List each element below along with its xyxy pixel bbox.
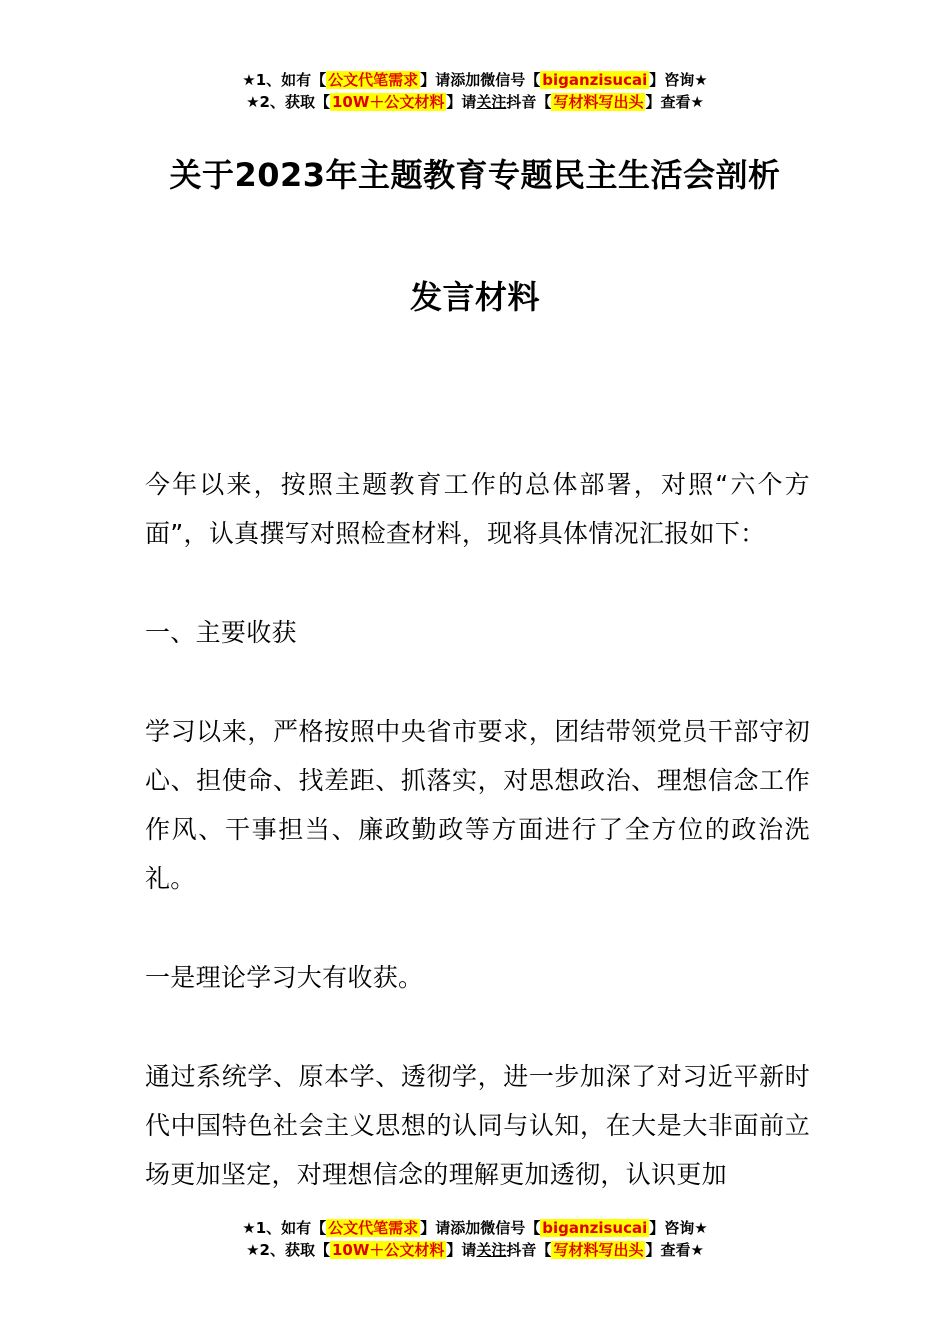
douyin-highlight: 写材料写出头 <box>553 93 644 111</box>
banner-text: 】查看★ <box>645 1241 704 1259</box>
banner-text: ★1、如有【 <box>242 1219 327 1237</box>
wechat-id-highlight: biganzisucai <box>542 71 648 89</box>
banner-text: 】咨询★ <box>649 71 708 89</box>
banner-text: 抖音【 <box>506 93 552 111</box>
banner-highlight: 公文代笔需求 <box>328 71 419 89</box>
header-banner <box>0 69 950 113</box>
section-heading: 一、主要收获 <box>145 618 297 647</box>
banner-text: 】查看★ <box>645 93 704 111</box>
paragraph-intro: 今年以来，按照主题教育工作的总体部署，对照“六个方面”，认真撰写对照检查材料，现将具体情况汇报如下： <box>145 470 810 548</box>
banner-text: 】请添加微信号【 <box>420 71 541 89</box>
banner-highlight: 10W＋公文材料 <box>331 1241 445 1259</box>
banner-text: ★2、获取【 <box>246 93 330 111</box>
banner-line-1 <box>0 1217 950 1239</box>
douyin-highlight: 写材料写出头 <box>553 1241 644 1259</box>
footer-banner <box>0 1217 950 1261</box>
paragraph: 通过系统学、原本学、透彻学，进一步加深了对习近平新时代中国特色社会主义思想的认同与认知，在大是大非面前立场更加坚定，对理想信念的理解更加透彻，认识更加 <box>145 1062 810 1189</box>
document-body <box>145 460 810 1249</box>
banner-text: ★1、如有【 <box>242 71 327 89</box>
banner-line-1 <box>0 69 950 91</box>
banner-line-2 <box>0 91 950 113</box>
document-title-line-1: 关于2023年主题教育专题民主生活会剖析 <box>169 156 781 194</box>
subheading: 一是理论学习大有收获。 <box>145 963 424 992</box>
banner-text: 抖音【 <box>506 1241 552 1259</box>
wechat-id-highlight: biganzisucai <box>542 1219 648 1237</box>
banner-text: ★2、获取【 <box>246 1241 330 1259</box>
banner-highlight: 公文代笔需求 <box>328 1219 419 1237</box>
banner-text: 】请添加微信号【 <box>420 1219 541 1237</box>
document-title-line-2: 发言材料 <box>409 278 540 316</box>
banner-text: 】请 <box>446 1241 477 1259</box>
banner-text: 】请 <box>446 93 477 111</box>
banner-highlight: 10W＋公文材料 <box>331 93 445 111</box>
banner-line-2 <box>0 1239 950 1261</box>
banner-underline: 关注 <box>476 1241 507 1259</box>
banner-underline: 关注 <box>476 93 507 111</box>
banner-text: 】咨询★ <box>649 1219 708 1237</box>
paragraph: 学习以来，严格按照中央省市要求，团结带领党员干部守初心、担使命、找差距、抓落实，对思想政治、理想信念工作作风、干事担当、廉政勤政等方面进行了全方位的政治洗礼。 <box>145 717 810 893</box>
